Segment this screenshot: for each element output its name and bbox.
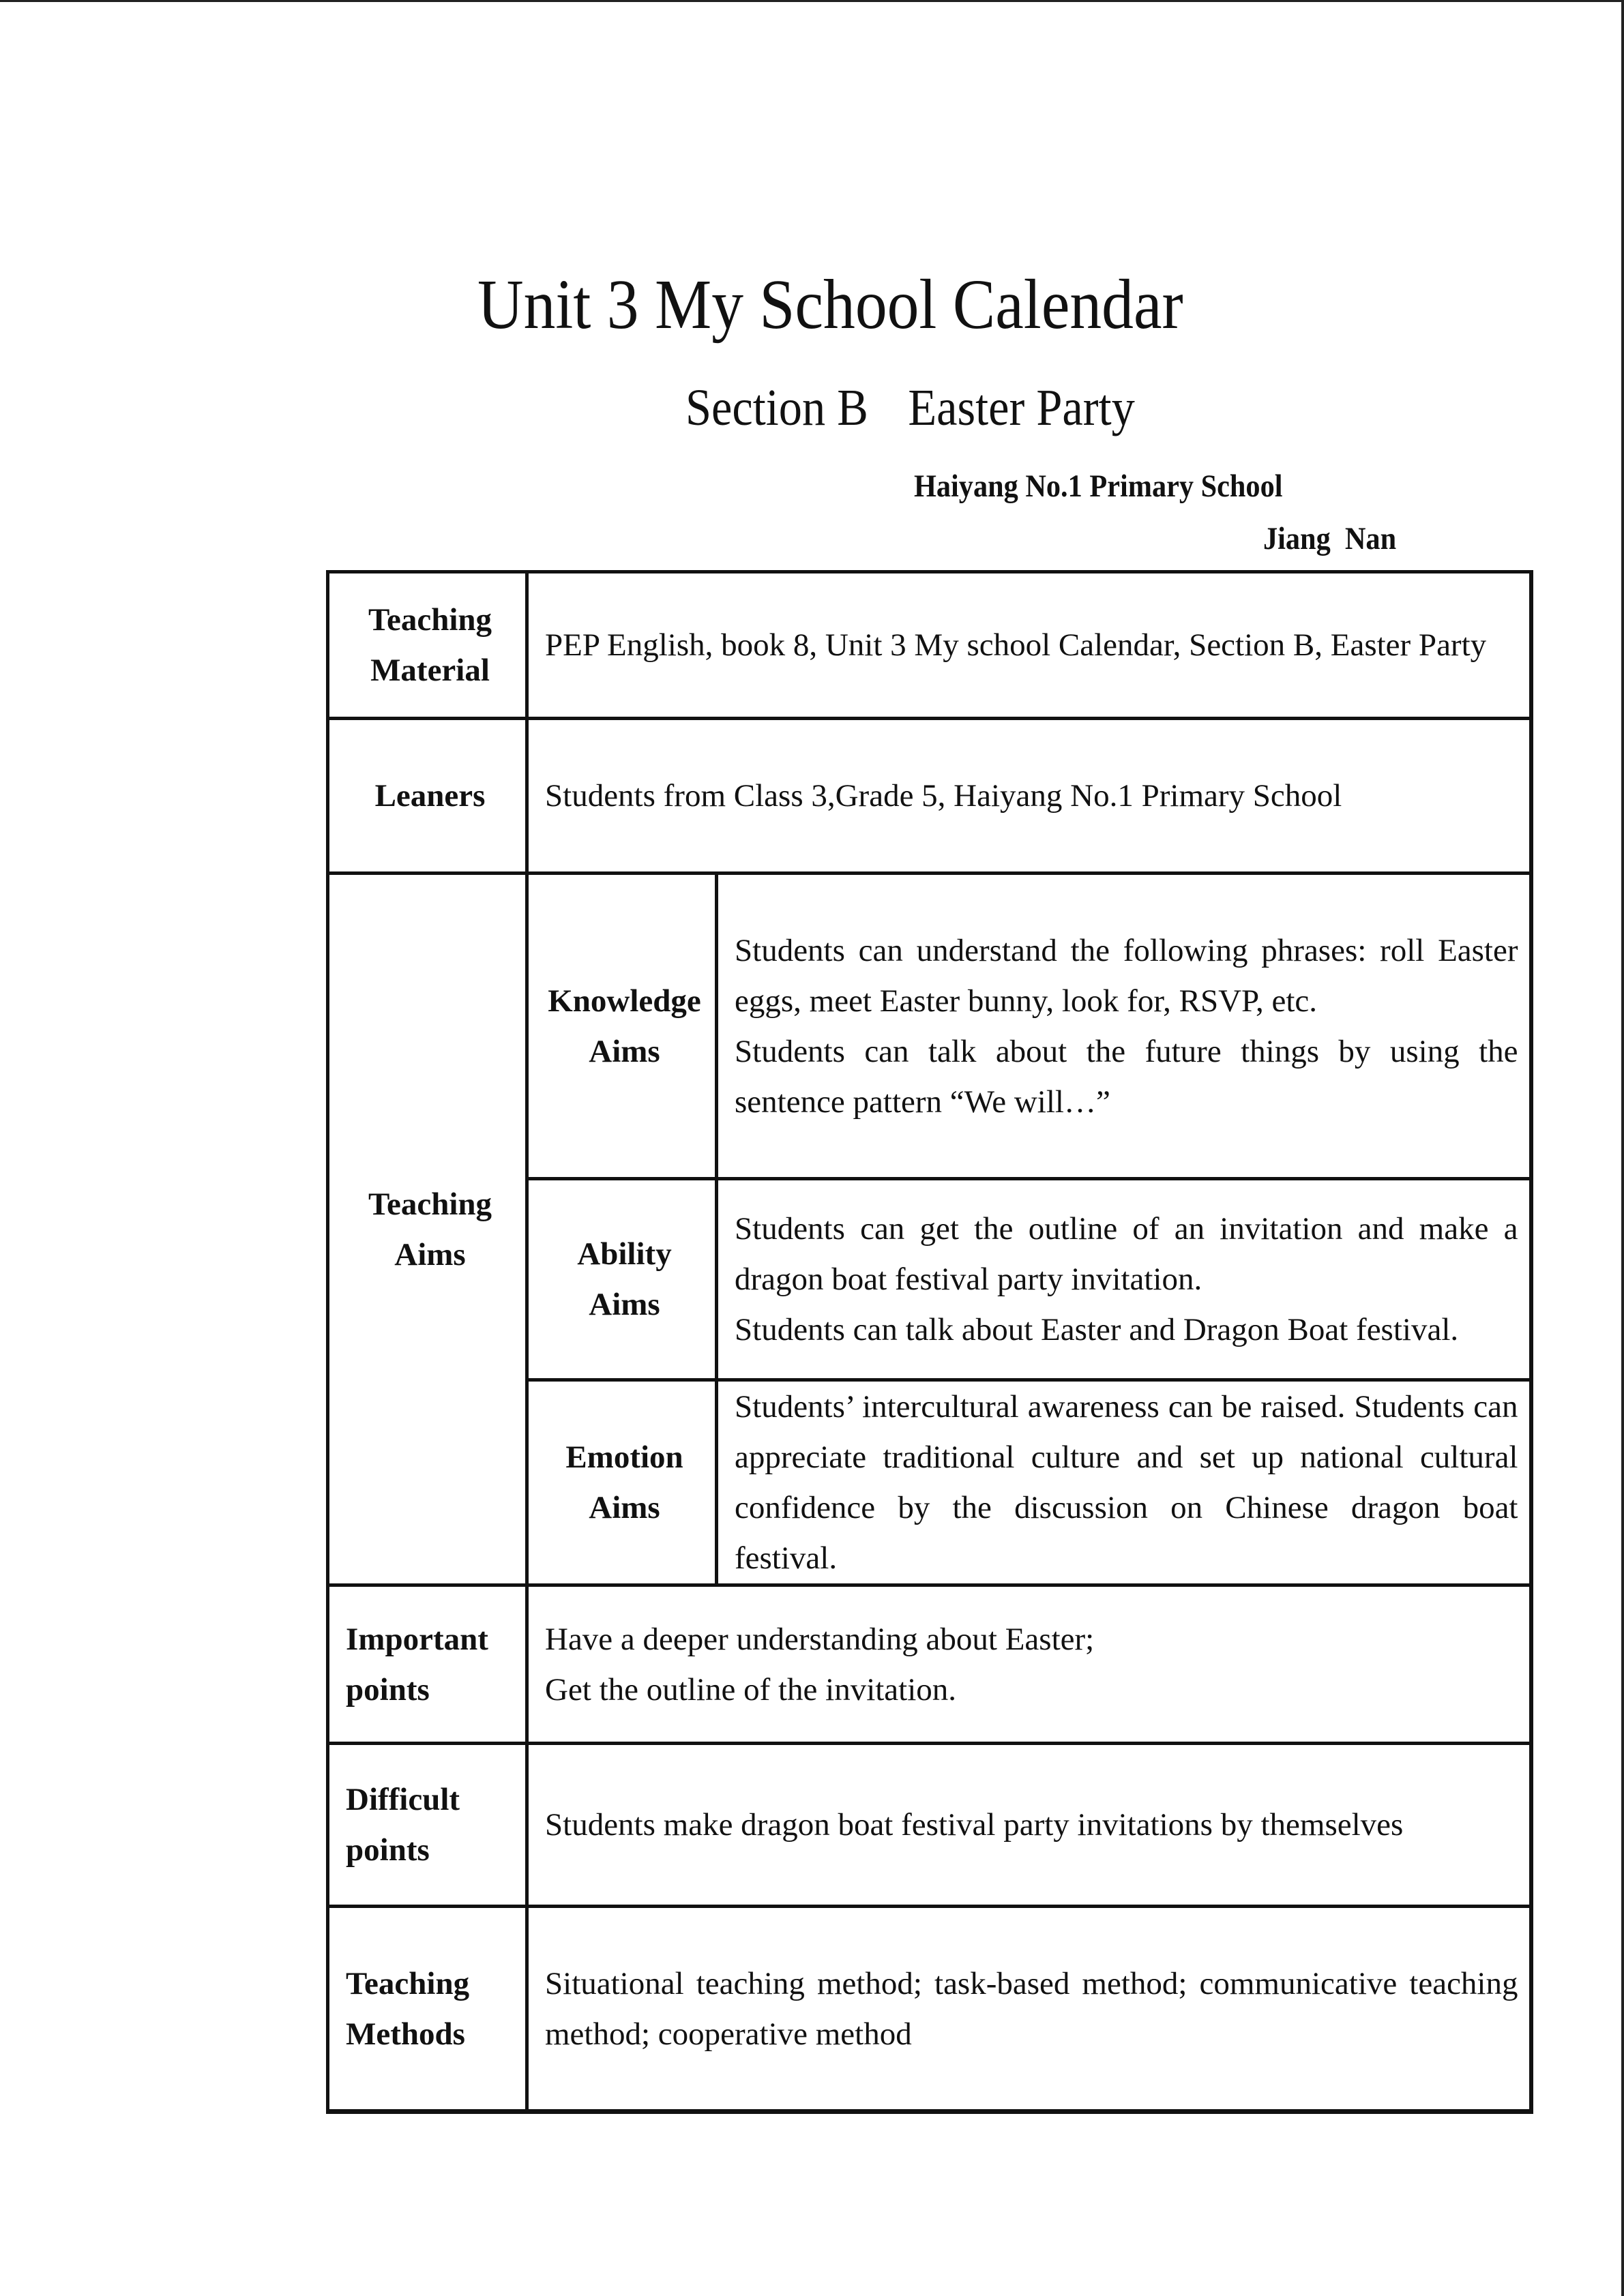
teaching-material-value: PEP English, book 8, Unit 3 My school Calendar, Section B, Easter Party [527,572,1531,719]
teaching-methods-label: Teaching Methods [328,1907,527,2112]
teaching-methods-value: Situational teaching method; task-based method; communicative teaching method; cooperative method [527,1907,1531,2112]
important-points-value [527,1585,1531,1744]
emotion-aims-value [717,1380,1531,1585]
table-row [328,1744,1531,1907]
school-name: Haiyang No.1 Primary School [914,468,1283,504]
difficult-points-label: Difficult points [328,1744,527,1907]
knowledge-aim-line: Students can talk about the future things by using the sentence pattern “We will…” [735,1033,1518,1120]
table-row [328,874,1531,1179]
ability-aim-line: Students can get the outline of an invitation and make a dragon boat festival party invitation. [735,1211,1518,1297]
page-subtitle [685,379,1135,436]
table-row [328,719,1531,874]
teaching-material-label: Teaching Material [328,572,527,719]
table-row [328,1585,1531,1744]
emotion-aim-line: Students’ intercultural awareness can be raised. Students can appreciate traditional culture and set up national cultural confidence by the discussion on Chinese dragon boat festival. [735,1389,1518,1576]
table-row [328,572,1531,719]
ability-aim-line: Students can talk about Easter and Dragon Boat festival. [735,1312,1459,1347]
page-title: Unit 3 My School Calendar [477,265,1183,344]
ability-aims-value [717,1179,1531,1380]
important-points-label: Important points [328,1585,527,1744]
important-point-line: Get the outline of the invitation. [545,1671,957,1708]
knowledge-aims-value [717,874,1531,1179]
knowledge-aims-label: Knowledge Aims [527,874,717,1179]
lesson-plan-table [326,570,1533,2114]
difficult-points-value: Students make dragon boat festival party invitations by themselves [527,1744,1531,1907]
lesson-name: Easter Party [908,379,1135,436]
learners-value: Students from Class 3,Grade 5, Haiyang No.1 Primary School [527,719,1531,874]
knowledge-aim-line: Students can understand the following phrases: roll Easter eggs, meet Easter bunny, look for, RSVP, etc. [735,932,1518,1019]
important-point-line: Have a deeper understanding about Easter; [545,1621,1095,1657]
section-label: Section B [685,379,868,436]
ability-aims-label: Ability Aims [527,1179,717,1380]
emotion-aims-label: Emotion Aims [527,1380,717,1585]
table-row [328,1907,1531,2112]
author-name: Jiang Nan [1263,521,1397,556]
teaching-aims-label: Teaching Aims [328,874,527,1585]
learners-label: Leaners [328,719,527,874]
